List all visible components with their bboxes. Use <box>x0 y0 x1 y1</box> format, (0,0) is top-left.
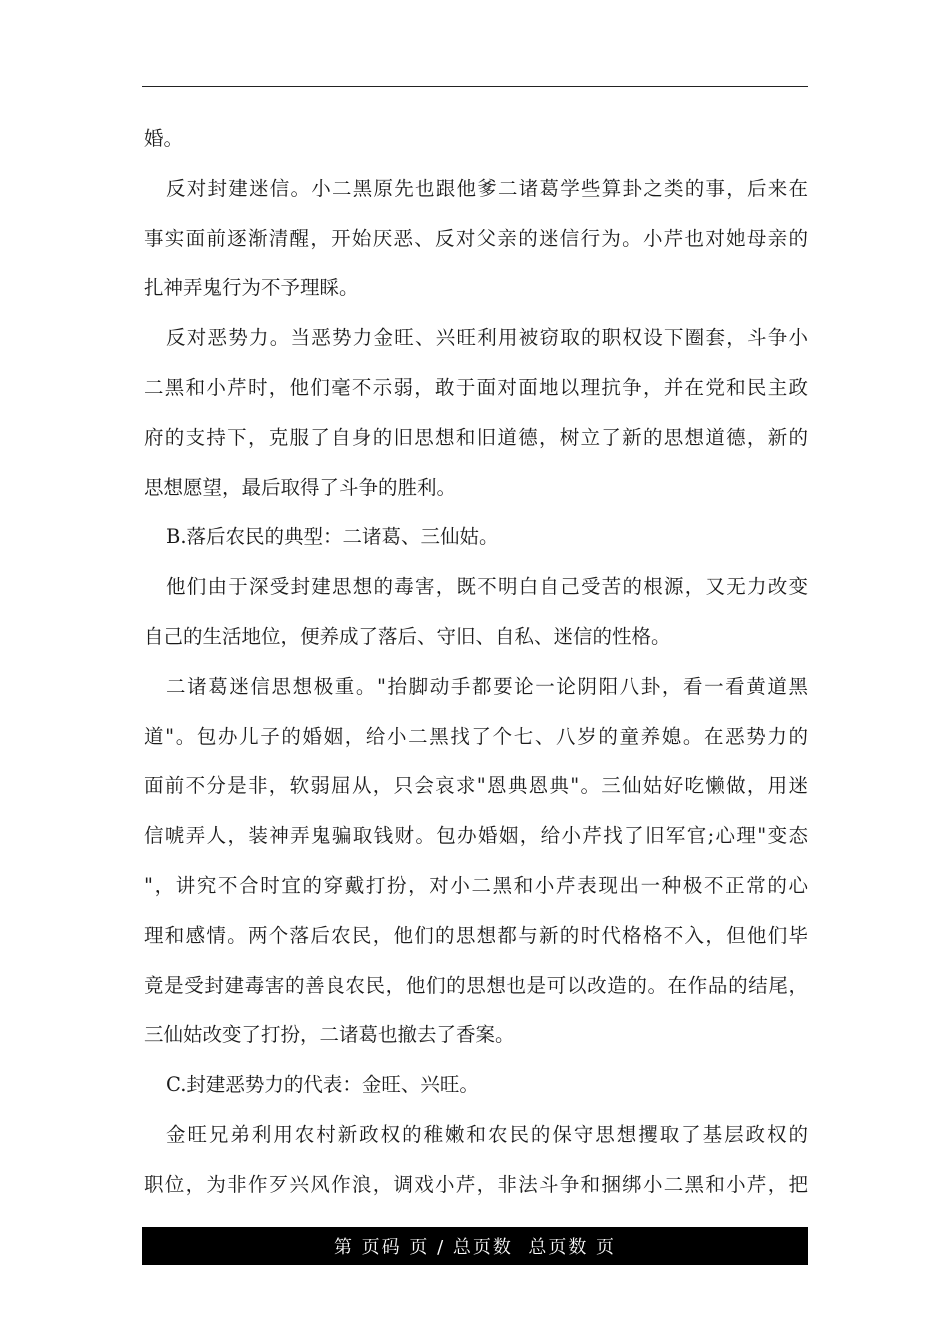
text-line: 事实面前逐渐清醒，开始厌恶、反对父亲的迷信行为。小芹也对她母亲的 <box>144 226 808 250</box>
text-line: 府的支持下，克服了自身的旧思想和旧道德，树立了新的思想道德，新的 <box>144 425 808 449</box>
text-line: 自己的生活地位，便养成了落后、守旧、自私、迷信的性格。 <box>144 624 671 648</box>
text-line: 他们由于深受封建思想的毒害，既不明白自己受苦的根源，又无力改变 <box>166 575 808 599</box>
text-line: 道"。包办儿子的婚姻，给小二黑找了个七、八岁的童养媳。在恶势力的 <box>144 724 808 748</box>
text-line: 竟是受封建毒害的善良农民，他们的思想也是可以改造的。在作品的结尾， <box>144 973 808 997</box>
text-line: 信唬弄人，装神弄鬼骗取钱财。包办婚姻，给小芹找了旧军官;心理"变态 <box>144 824 808 848</box>
text-line: C.封建恶势力的代表：金旺、兴旺。 <box>166 1073 479 1097</box>
text-line: 反对封建迷信。小二黑原先也跟他爹二诸葛学些算卦之类的事，后来在 <box>166 176 808 200</box>
text-line: 反对恶势力。当恶势力金旺、兴旺利用被窃取的职权设下圈套，斗争小 <box>166 326 808 350</box>
text-line: 金旺兄弟利用农村新政权的稚嫩和农民的保守思想攫取了基层政权的 <box>166 1122 808 1146</box>
header-rule <box>142 86 808 87</box>
text-line: "，讲究不合时宜的穿戴打扮，对小二黑和小芹表现出一种极不正常的心 <box>144 873 808 897</box>
text-line: B.落后农民的典型：二诸葛、三仙姑。 <box>166 525 499 549</box>
text-line: 思想愿望，最后取得了斗争的胜利。 <box>144 475 457 499</box>
document-body <box>144 114 808 1210</box>
text-line: 理和感情。两个落后农民，他们的思想都与新的时代格格不入，但他们毕 <box>144 923 808 947</box>
text-line: 三仙姑改变了打扮，二诸葛也撤去了香案。 <box>144 1023 515 1047</box>
text-line: 二诸葛迷信思想极重。"抬脚动手都要论一论阴阳八卦，看一看黄道黑 <box>166 674 808 698</box>
page-footer <box>142 1227 808 1265</box>
text-line: 扎神弄鬼行为不予理睬。 <box>144 276 359 300</box>
text-line: 职位，为非作歹兴风作浪，调戏小芹，非法斗争和捆绑小二黑和小芹，把 <box>144 1172 808 1196</box>
text-line: 二黑和小芹时，他们毫不示弱，敢于面对面地以理抗争，并在党和民主政 <box>144 375 808 399</box>
page-number-text: 第 页码 页 / 总页数 总页数 页 <box>333 1237 617 1258</box>
text-line: 面前不分是非，软弱屈从，只会哀求"恩典恩典"。三仙姑好吃懒做，用迷 <box>144 774 808 798</box>
text-line: 婚。 <box>144 127 184 150</box>
